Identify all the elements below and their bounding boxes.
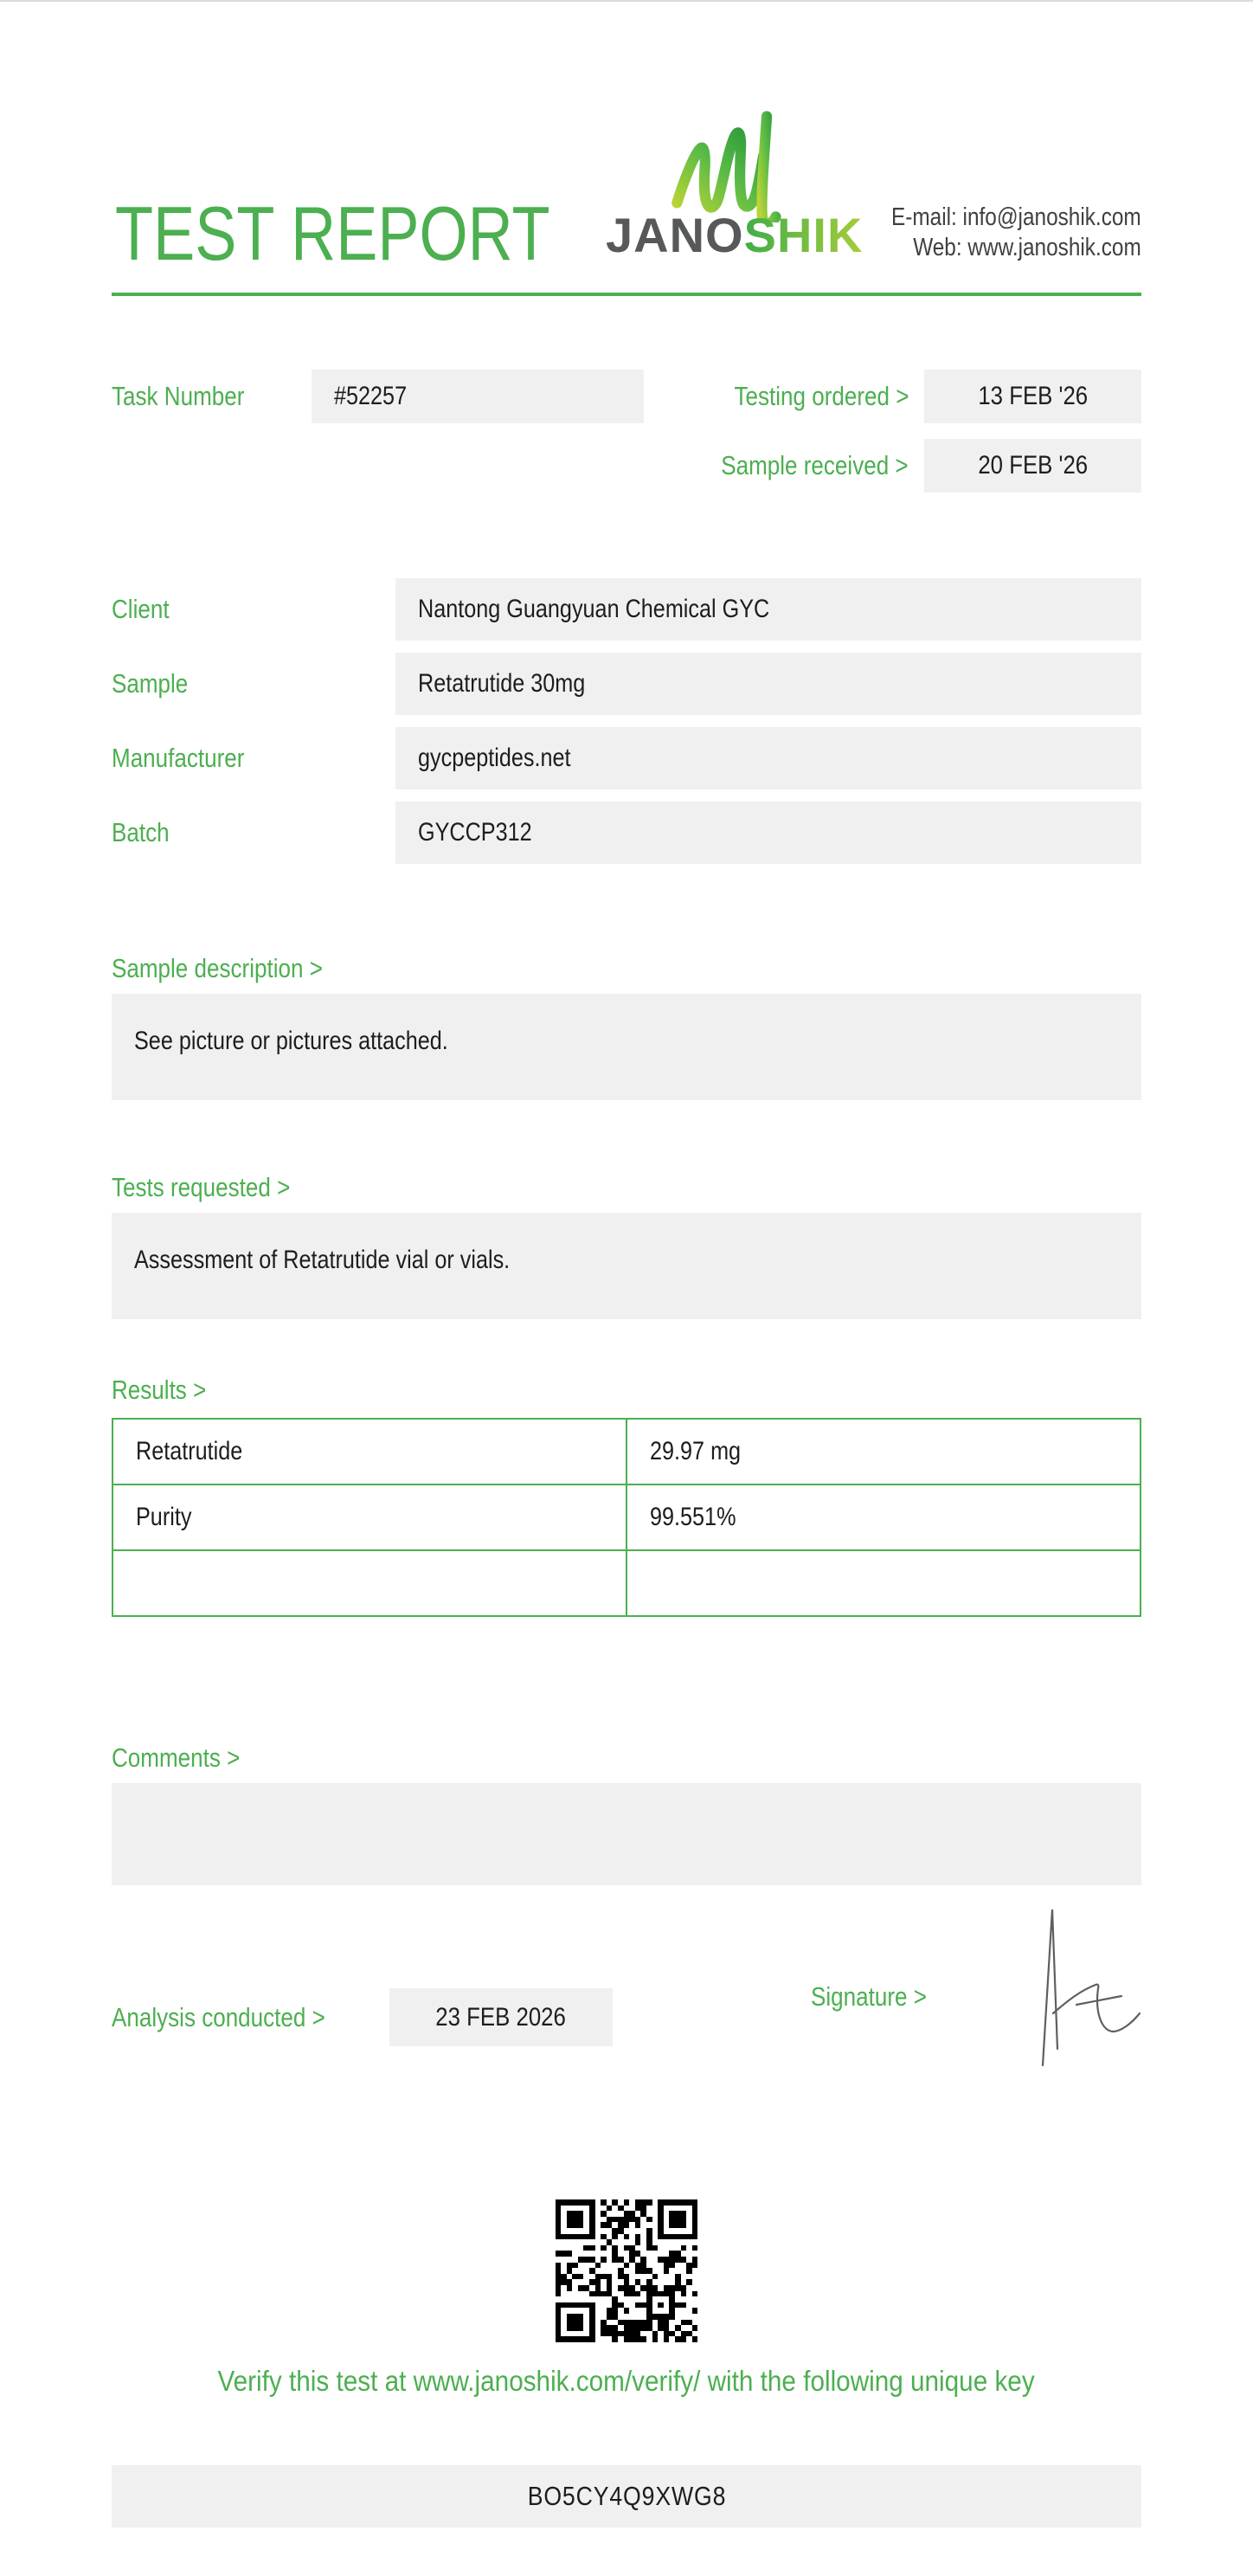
sample-received-label: Sample received > <box>721 450 909 480</box>
result-name-cell: Retatrutide <box>112 1419 626 1484</box>
testing-ordered-row <box>685 370 1141 423</box>
signature-label: Signature > <box>811 1981 927 2012</box>
manufacturer-row <box>112 727 1141 789</box>
logo-text-jano: JANO <box>606 208 744 262</box>
contact-block <box>844 203 1141 263</box>
task-number-label: Task Number <box>112 381 245 411</box>
results-row <box>112 1419 1141 1484</box>
client-row <box>112 578 1141 641</box>
result-value-cell: 99.551% <box>626 1484 1141 1550</box>
tests-requested-label: Tests requested > <box>112 1172 291 1202</box>
sample-row <box>112 653 1141 715</box>
client-value: Nantong Guangyuan Chemical GYC <box>395 578 1141 641</box>
qr-code <box>556 2199 698 2342</box>
sample-label: Sample <box>112 668 189 699</box>
manufacturer-label: Manufacturer <box>112 743 245 773</box>
sample-received-value: 20 FEB '26 <box>924 439 1141 493</box>
analysis-conducted-value: 23 FEB 2026 <box>389 1988 613 2046</box>
batch-label: Batch <box>112 817 170 847</box>
report-header <box>0 0 1253 296</box>
sample-value: Retatrutide 30mg <box>395 653 1141 715</box>
sample-description-box: See picture or pictures attached. <box>112 994 1141 1100</box>
logo-wordmark <box>606 210 883 261</box>
logo-text-shik: SHIK <box>743 208 864 262</box>
results-table <box>112 1418 1141 1617</box>
logo-mark-icon <box>668 108 781 222</box>
result-value-cell: 29.97 mg <box>626 1419 1141 1484</box>
batch-row <box>112 802 1141 864</box>
task-number-row <box>112 370 644 423</box>
testing-ordered-value: 13 FEB '26 <box>924 370 1141 423</box>
results-label: Results > <box>112 1375 207 1405</box>
comments-box <box>112 1783 1141 1885</box>
comments-label: Comments > <box>112 1742 241 1773</box>
meta-section <box>112 370 1141 493</box>
results-row <box>112 1484 1141 1550</box>
tests-requested-box: Assessment of Retatrutide vial or vials. <box>112 1213 1141 1319</box>
client-label: Client <box>112 594 170 624</box>
sample-received-row <box>685 439 1141 493</box>
contact-web: Web: www.janoshik.com <box>913 234 1141 261</box>
results-row <box>112 1550 1141 1616</box>
analysis-conducted-label: Analysis conducted > <box>112 2001 325 2032</box>
batch-value: GYCCP312 <box>395 802 1141 864</box>
result-name-cell <box>112 1550 626 1616</box>
footer-row <box>112 1899 1141 2082</box>
manufacturer-value: gycpeptides.net <box>395 727 1141 789</box>
verify-key: BO5CY4Q9XWG8 <box>112 2465 1141 2528</box>
sample-description-label: Sample description > <box>112 953 323 983</box>
info-section <box>112 578 1141 864</box>
analysis-conducted-row <box>112 1988 613 2046</box>
dates-block <box>685 370 1141 493</box>
verify-text: Verify this test at www.janoshik.com/verify/ with the following unique key <box>217 2365 1036 2397</box>
task-number-value: #52257 <box>312 370 644 423</box>
page-title: TEST REPORT <box>115 190 550 276</box>
result-value-cell <box>626 1550 1141 1616</box>
result-name-cell: Purity <box>112 1484 626 1550</box>
header-divider <box>112 293 1141 296</box>
contact-email: E-mail: info@janoshik.com <box>891 203 1141 231</box>
logo <box>606 108 883 261</box>
testing-ordered-label: Testing ordered > <box>734 381 909 411</box>
signature-image <box>1026 1901 1160 2074</box>
